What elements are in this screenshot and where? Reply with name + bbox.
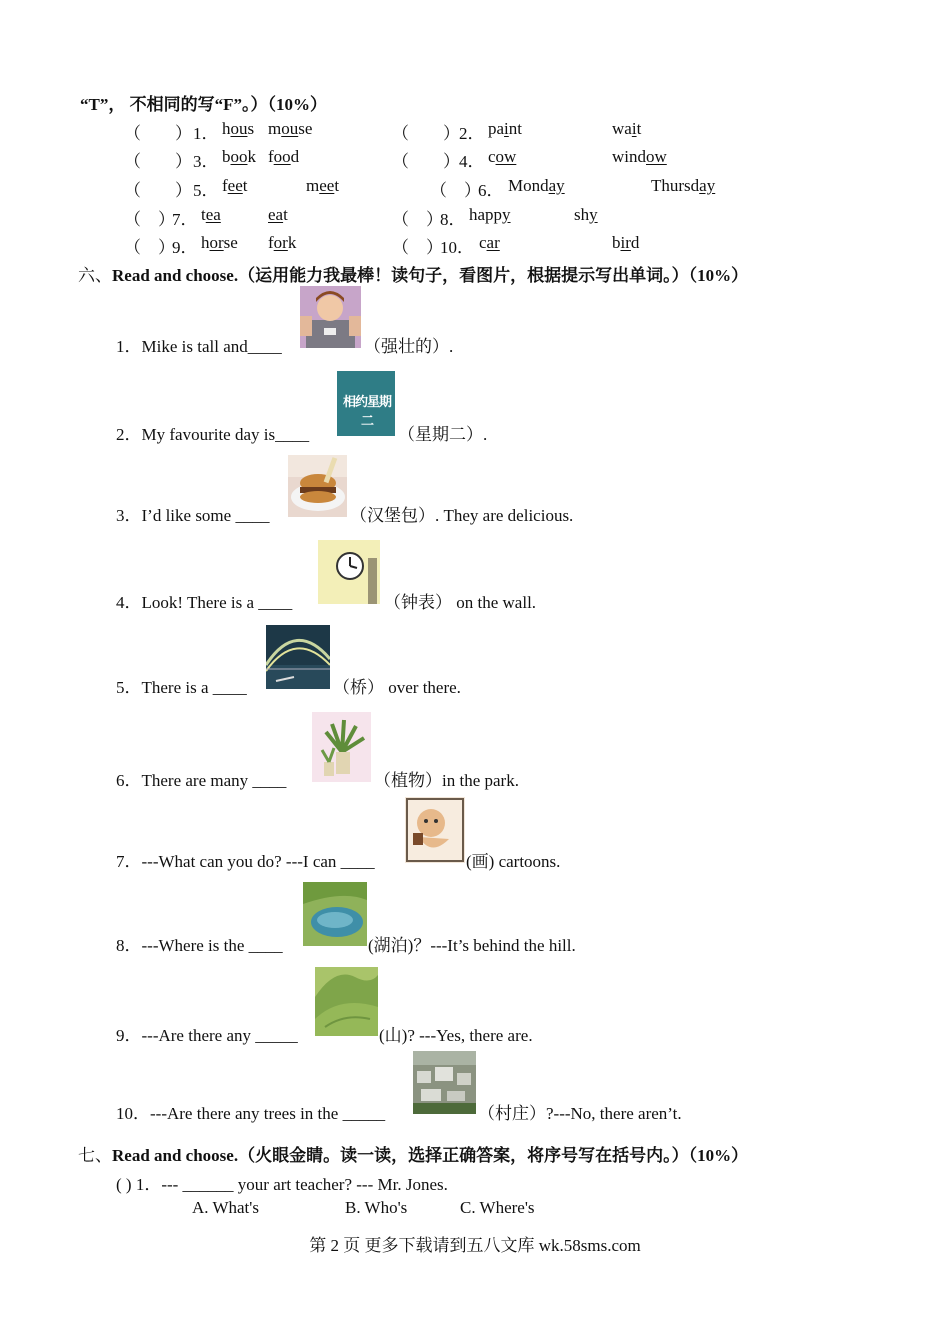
answer-paren[interactable]: （ ） xyxy=(392,238,443,257)
word-part: f xyxy=(268,147,274,166)
word-part: h xyxy=(201,233,210,252)
s6-item-7-hint: (画) cartoons. xyxy=(466,852,561,871)
s6-item-5 xyxy=(116,673,247,698)
plants-image xyxy=(312,712,371,782)
word-pair-first xyxy=(201,233,238,253)
s6-item-10-hint: （村庄）?---No, there aren’t. xyxy=(478,1104,682,1123)
word-1 xyxy=(508,176,565,195)
word-pair-second xyxy=(268,119,312,139)
s6-item-8-hint: (湖泊)？---It’s behind the hill. xyxy=(368,936,576,955)
word-part: c xyxy=(488,147,496,166)
s6-item-3-num: 3． xyxy=(116,506,142,525)
clock-image xyxy=(318,540,380,604)
s6-item-2-hint: （星期二）. xyxy=(398,425,488,444)
underlined-letters: i xyxy=(631,119,637,138)
s6-item-9-text: ---Are there any _____ xyxy=(141,1026,298,1045)
page-footer: 第 2 页 更多下载请到五八文库 wk.58sms.com xyxy=(309,1236,641,1255)
bridge-image xyxy=(266,625,330,689)
underlined-letters: ay xyxy=(699,176,716,195)
word-1 xyxy=(222,176,248,195)
word-1 xyxy=(222,119,254,138)
word-2 xyxy=(612,119,641,138)
s6-item-2-text: My favourite day is____ xyxy=(141,425,310,444)
s6-item-6-text: There are many ____ xyxy=(141,771,287,790)
underlined-letters: i xyxy=(504,119,509,138)
word-1 xyxy=(469,205,511,224)
word-pair-first xyxy=(488,147,516,167)
underlined-letters: ee xyxy=(227,176,243,195)
s6-item-9-num: 9． xyxy=(116,1026,142,1045)
s6-item-6-hint: （植物）in the park. xyxy=(374,771,519,790)
answer-paren[interactable]: （ ） xyxy=(392,210,443,229)
word-part: c xyxy=(479,233,487,252)
s6-item-10-text: ---Are there any trees in the _____ xyxy=(150,1104,386,1123)
word-pair-second xyxy=(612,233,639,253)
answer-paren[interactable]: （ ） xyxy=(124,210,175,229)
word-pair-first xyxy=(222,176,248,196)
hamburger-image xyxy=(288,455,347,517)
word-part: f xyxy=(222,176,228,195)
s6-item-9-hint: (山)? ---Yes, there are. xyxy=(379,1026,533,1045)
underlined-letters: or xyxy=(209,233,224,252)
mountains-image xyxy=(315,967,378,1036)
section7-number: 七、 xyxy=(78,1146,112,1165)
s6-item-2-num: 2． xyxy=(116,425,142,444)
answer-paren[interactable]: （ ） xyxy=(430,181,481,200)
word-1 xyxy=(488,147,516,166)
answer-paren[interactable]: （ ） xyxy=(124,238,175,257)
word-2 xyxy=(268,147,299,166)
s6-item-4-text: Look! There is a ____ xyxy=(141,593,293,612)
section7-header xyxy=(78,1141,748,1166)
word-2 xyxy=(612,147,667,166)
word-2 xyxy=(574,205,598,224)
word-part: t xyxy=(242,176,248,195)
underlined-letters: ow xyxy=(646,147,667,166)
section6-header xyxy=(78,261,748,286)
word-part: sh xyxy=(574,205,590,224)
tuesday-sign-image xyxy=(337,371,395,436)
s6-item-1-num: 1． xyxy=(116,337,142,356)
s6-item-5-num: 5． xyxy=(116,678,142,697)
word-2 xyxy=(268,119,312,138)
s6-item-1-text: Mike is tall and____ xyxy=(141,337,282,356)
word-1 xyxy=(201,233,238,252)
word-pair-first xyxy=(201,205,221,225)
underlined-letters: y xyxy=(589,205,598,224)
s6-item-7-text: ---What can you do? ---I can ____ xyxy=(141,852,375,871)
underlined-letters: oo xyxy=(273,147,291,166)
word-2 xyxy=(651,176,715,195)
section7-instruction: （火眼金睛。读一读，选择正确答案，将序号写在括号内。）（10%） xyxy=(238,1146,749,1165)
word-part: Thursd xyxy=(651,176,700,195)
word-1 xyxy=(222,147,256,166)
s6-item-6 xyxy=(116,766,286,791)
word-part: m xyxy=(306,176,320,195)
s6-item-6-num: 6． xyxy=(116,771,142,790)
word-part: pa xyxy=(488,119,505,138)
word-pair-first xyxy=(508,176,565,196)
word-pair-first xyxy=(222,147,256,167)
word-part: nt xyxy=(508,119,523,138)
section6-instruction: （运用能力我最棒！读句子，看图片，根据提示写出单词。）（10%） xyxy=(238,266,749,285)
s6-item-4-hint: （钟表） on the wall. xyxy=(384,593,537,612)
s6-item-7-num: 7． xyxy=(116,852,142,871)
word-part: t xyxy=(201,205,206,224)
s6-item-4 xyxy=(116,588,292,613)
word-part: se xyxy=(298,119,313,138)
word-part: t xyxy=(334,176,340,195)
word-1 xyxy=(201,205,221,224)
word-1 xyxy=(488,119,522,138)
strong-boy-image xyxy=(300,286,361,348)
underlined-letters: oo xyxy=(230,147,248,166)
word-part: wind xyxy=(612,147,646,166)
word-part: se xyxy=(223,233,238,252)
item-number: 1． xyxy=(193,124,219,143)
section5-instruction: “T”， 不相同的写“F”。）（10%） xyxy=(80,95,327,114)
item-number: 5． xyxy=(193,181,219,200)
word-part: Mond xyxy=(508,176,549,195)
tuesday-sign-text: 相约星期二 xyxy=(342,395,391,429)
s6-item-9 xyxy=(116,1021,298,1046)
s7-option-c: C. Where's xyxy=(460,1198,535,1217)
item-number: 10． xyxy=(440,238,474,257)
word-pair-second xyxy=(651,176,715,196)
s7-option-a: A. What's xyxy=(192,1198,259,1217)
s6-item-2 xyxy=(116,420,309,445)
s6-item-3-hint: （汉堡包）. They are delicious. xyxy=(350,506,574,525)
word-2 xyxy=(306,176,339,195)
item-number: 9． xyxy=(172,238,198,257)
word-part: wa xyxy=(612,119,632,138)
section6-title: Read and choose. xyxy=(112,266,239,285)
s6-item-4-num: 4． xyxy=(116,593,142,612)
s6-item-8-num: 8． xyxy=(116,936,142,955)
word-part: d xyxy=(290,147,300,166)
word-part: t xyxy=(636,119,642,138)
word-pair-second xyxy=(306,176,339,196)
word-part: k xyxy=(247,147,256,166)
s6-item-8 xyxy=(116,931,283,956)
word-pair-second xyxy=(612,119,641,139)
s7-question-1: ( ) 1．--- ______ your art teacher? --- Mr. Jones. xyxy=(116,1175,448,1194)
word-part: d xyxy=(630,233,640,252)
word-part: m xyxy=(268,119,282,138)
item-number: 4． xyxy=(459,152,485,171)
underlined-letters: ee xyxy=(319,176,335,195)
word-pair-first xyxy=(469,205,511,225)
s6-item-1 xyxy=(116,332,282,357)
village-image xyxy=(413,1051,476,1114)
section6-number: 六、 xyxy=(78,266,112,285)
word-pair-second xyxy=(268,233,296,253)
word-part: b xyxy=(612,233,621,252)
word-1 xyxy=(479,233,500,252)
word-part: b xyxy=(222,147,231,166)
s7-option-b: B. Who's xyxy=(345,1198,408,1217)
underlined-letters: ea xyxy=(268,205,284,224)
s6-item-5-text: There is a ____ xyxy=(141,678,247,697)
word-pair-second xyxy=(574,205,598,225)
word-part: s xyxy=(247,119,255,138)
underlined-letters: y xyxy=(502,205,511,224)
word-part: happ xyxy=(469,205,503,224)
s6-item-8-text: ---Where is the ____ xyxy=(141,936,283,955)
item-number: 3． xyxy=(193,152,219,171)
word-2 xyxy=(268,233,296,252)
answer-paren[interactable]: （ ） xyxy=(124,124,192,143)
word-2 xyxy=(268,205,288,224)
word-2 xyxy=(612,233,639,252)
answer-paren[interactable]: （ ） xyxy=(124,152,192,171)
word-part: k xyxy=(287,233,297,252)
item-number: 2． xyxy=(459,124,485,143)
word-pair-second xyxy=(268,205,288,225)
underlined-letters: or xyxy=(273,233,288,252)
underlined-letters: ow xyxy=(495,147,517,166)
underlined-letters: ir xyxy=(620,233,631,252)
lake-image xyxy=(303,882,367,946)
s6-item-1-hint: （强壮的）. xyxy=(364,337,454,356)
underlined-letters: ou xyxy=(230,119,248,138)
drawing-image xyxy=(405,797,465,863)
word-part: f xyxy=(268,233,274,252)
underlined-letters: ou xyxy=(281,119,299,138)
section7-title: Read and choose. xyxy=(112,1146,239,1165)
s6-item-10 xyxy=(116,1099,385,1124)
word-pair-first xyxy=(488,119,522,139)
underlined-letters: ay xyxy=(548,176,565,195)
answer-paren[interactable]: （ ） xyxy=(392,152,460,171)
item-number: 6． xyxy=(478,181,504,200)
underlined-letters: ar xyxy=(486,233,500,252)
item-number: 7． xyxy=(172,210,198,229)
s6-item-3 xyxy=(116,501,269,526)
s6-item-3-text: I’d like some ____ xyxy=(141,506,270,525)
word-pair-first xyxy=(479,233,500,253)
answer-paren[interactable]: （ ） xyxy=(392,124,460,143)
underlined-letters: ea xyxy=(205,205,221,224)
item-number: 8． xyxy=(440,210,466,229)
s6-item-7 xyxy=(116,847,375,872)
s6-item-10-num: 10． xyxy=(116,1104,150,1123)
word-part: h xyxy=(222,119,231,138)
word-pair-first xyxy=(222,119,254,139)
word-pair-second xyxy=(612,147,667,167)
s6-item-5-hint: （桥） over there. xyxy=(333,678,461,697)
answer-paren[interactable]: （ ） xyxy=(124,181,192,200)
word-pair-second xyxy=(268,147,299,167)
word-part: t xyxy=(283,205,288,224)
